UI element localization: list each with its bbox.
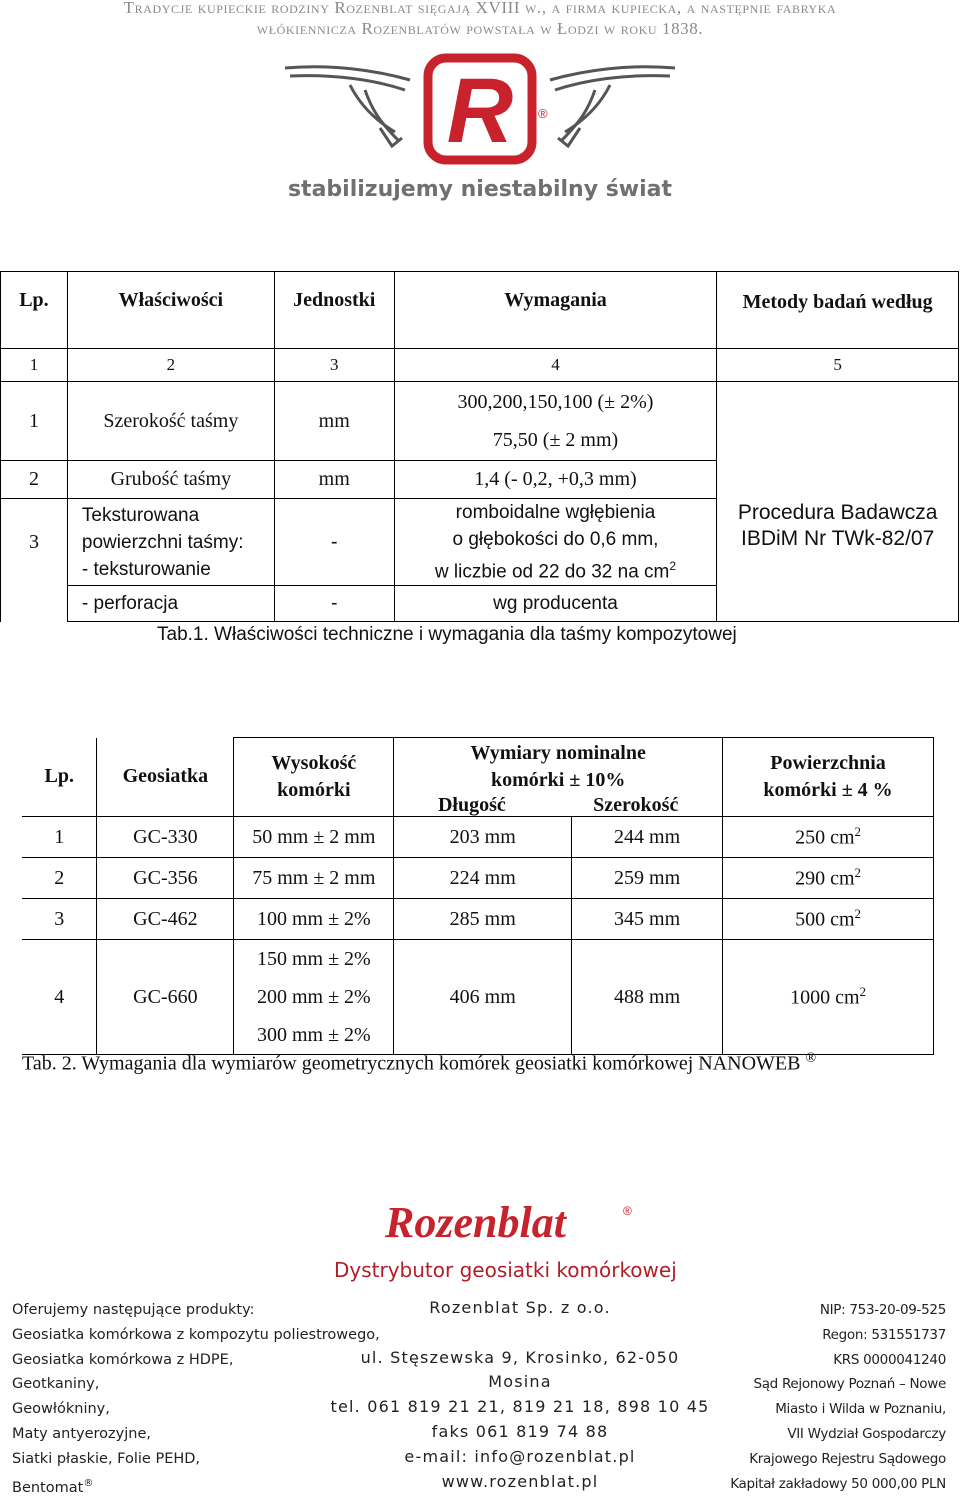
footer-fax: faks 061 819 74 88 [431, 1421, 609, 1441]
row-length: 285 mm [394, 899, 572, 940]
table-row [22, 940, 934, 1055]
row-property: Grubość taśmy [67, 461, 274, 499]
header-line: komórki ± 10% [491, 769, 626, 791]
footer-line: Sąd Rejonowy Poznań – Nowe [753, 1376, 946, 1393]
row-property: - perforacja [67, 586, 274, 622]
row-lp: 1 [22, 817, 97, 858]
col-number: 5 [717, 349, 959, 382]
height-line: 300 mm ± 2% [256, 1024, 371, 1046]
company-logo [280, 50, 680, 170]
footer-line: Geosiatka komórkowa z HDPE, [12, 1351, 234, 1368]
footer-address: ul. Stęszewska 9, Krosinko, 62-050 Mosina [360, 1347, 680, 1392]
table1-caption: Tab.1. Właściwości techniczne i wymagania dla taśmy kompozytowej [157, 624, 737, 645]
footer-line: Geotkaniny, [12, 1376, 100, 1393]
footer-line: VII Wydział Gospodarczy [787, 1425, 946, 1442]
superscript: 2 [854, 824, 861, 840]
requirement-line: romboidalne wgłębienia [455, 502, 656, 523]
superscript: 2 [859, 984, 866, 1000]
footer-line: Miasto i Wilda w Poznaniu, [775, 1401, 946, 1418]
footer-line: Oferujemy następujące produkty: [12, 1302, 255, 1318]
row-height: 75 mm ± 2 mm [234, 858, 394, 899]
header-width: Szerokość [593, 794, 679, 816]
requirement-line: o głębokości do 0,6 mm, [452, 529, 659, 550]
superscript: 2 [854, 906, 861, 922]
footer-website: www.rozenblat.pl [441, 1471, 599, 1491]
logo-letter: R [446, 60, 514, 162]
row-geogrid: GC-356 [97, 858, 234, 899]
footer-products [12, 1298, 380, 1500]
right-ornament-icon [550, 67, 675, 146]
row-width: 244 mm [572, 817, 723, 858]
requirement-text: w liczbie od 22 do 32 na cm [434, 561, 670, 583]
header-line: Wysokość [271, 752, 357, 774]
footer-brand-logo [385, 1197, 645, 1245]
footer-line: NIP: 753-20-09-525 [819, 1302, 946, 1318]
table2-caption [22, 1051, 816, 1076]
col-number: 1 [1, 349, 68, 382]
area-value: 290 cm [795, 867, 855, 890]
area-value: 1000 cm [790, 986, 860, 1009]
requirement-line: 75,50 (± 2 mm) [492, 429, 619, 451]
table-row [22, 899, 934, 940]
row-length: 203 mm [394, 817, 572, 858]
area-value: 250 cm [795, 826, 855, 849]
row-lp [1, 499, 68, 622]
header-line: komórki ± 4 % [763, 779, 893, 801]
row-height: 50 mm ± 2 mm [234, 817, 394, 858]
row-geogrid: GC-660 [97, 940, 234, 1055]
row-length: 224 mm [394, 858, 572, 899]
footer-line: Regon: 531551737 [822, 1326, 946, 1343]
row-lp: 3 [22, 899, 97, 940]
height-line: 150 mm ± 2% [256, 948, 371, 970]
footer-line: Siatki płaskie, Folie PEHD, [12, 1450, 201, 1467]
footer-phone: tel. 061 819 21 21, 819 21 18, 898 10 45 [330, 1397, 710, 1417]
footer-subtitle: Dystrybutor geosiatki komórkowej [334, 1258, 677, 1282]
footer-line: KRS 0000041240 [833, 1351, 946, 1368]
row-height: 100 mm ± 2% [234, 899, 394, 940]
row-requirement: wg producenta [394, 586, 717, 622]
superscript: 2 [854, 865, 861, 881]
footer-contact [330, 1296, 710, 1494]
left-ornament-icon [285, 67, 410, 146]
row-lp: 2 [1, 461, 68, 499]
table-header-row [22, 738, 934, 817]
footer-line: Maty antyerozyjne, [12, 1425, 151, 1442]
row-width: 345 mm [572, 899, 723, 940]
row-area [723, 940, 934, 1055]
row-geogrid: GC-462 [97, 899, 234, 940]
row-requirement: 1,4 (- 0,2, +0,3 mm) [394, 461, 717, 499]
row-length: 406 mm [394, 940, 572, 1055]
header-line: komórki [277, 779, 351, 801]
tagline: stabilizujemy niestabilny świat [287, 177, 673, 202]
test-method [717, 382, 959, 622]
height-line: 200 mm ± 2% [256, 986, 371, 1008]
row-requirement [394, 499, 717, 586]
row-lp: 4 [22, 940, 97, 1055]
header-cell-height [234, 738, 394, 817]
row-property [67, 499, 274, 586]
row-width: 488 mm [572, 940, 723, 1055]
geocell-dimensions-table [22, 737, 934, 1055]
header-properties: Właściwości [67, 272, 274, 349]
header-heritage-line-1: Tradycje kupieckie rodziny Rozenblat sięgają XVIII w., a firma kupiecka, a następnie fabryka [123, 0, 837, 17]
header-lp: Lp. [44, 765, 74, 788]
property-line: - teksturowanie [81, 558, 211, 580]
header-geogrid: Geosiatka [97, 738, 234, 817]
footer-spacer [330, 1321, 710, 1346]
row-area [723, 899, 934, 940]
area-value: 500 cm [795, 908, 855, 931]
row-lp: 1 [1, 382, 68, 461]
row-unit: - [274, 586, 394, 622]
row-height [234, 940, 394, 1055]
header-heritage-line-2: włókiennicza Rozenblatów powstała w Łodzi w roku 1838. [256, 19, 704, 38]
col-number: 4 [394, 349, 717, 382]
footer-text: Bentomat [12, 1479, 84, 1496]
header-nominal-dims [394, 738, 723, 817]
row-area [723, 817, 934, 858]
row-lp-value: 3 [28, 530, 39, 553]
row-requirement [394, 382, 717, 461]
header-line: Powierzchnia [770, 752, 886, 774]
row-width: 259 mm [572, 858, 723, 899]
method-line: Procedura Badawcza [737, 501, 938, 524]
caption-text: Tab. 2. Wymagania dla wymiarów geometrycznych komórek geosiatki komórkowej NANOWEB [22, 1052, 801, 1075]
brand-wordmark: Rozenblat [385, 1198, 566, 1245]
row-unit: mm [274, 382, 394, 461]
col-number: 3 [274, 349, 394, 382]
registered-mark: ® [83, 1477, 94, 1489]
superscript: 2 [669, 559, 677, 573]
row-unit: mm [274, 461, 394, 499]
method-line: IBDiM Nr TWk-82/07 [740, 527, 935, 550]
footer-line: Geowłókniny, [12, 1401, 110, 1418]
table-row [22, 858, 934, 899]
table-row [22, 817, 934, 858]
brand-registered-mark: ® [623, 1204, 632, 1218]
footer-legal [730, 1298, 946, 1496]
row-area [723, 858, 934, 899]
column-number-row [1, 349, 959, 382]
footer-line: Geosiatka komórkowa z kompozytu poliestrowego, [12, 1326, 380, 1343]
header-length: Długość [437, 794, 506, 816]
header-methods: Metody badań według [717, 272, 959, 349]
header-line: Wymiary nominalne [470, 742, 646, 764]
row-lp: 2 [22, 858, 97, 899]
col-number: 2 [67, 349, 274, 382]
row-property: Szerokość taśmy [67, 382, 274, 461]
footer-email: e-mail: info@rozenblat.pl [404, 1446, 636, 1466]
registered-mark: ® [805, 1051, 817, 1066]
header-cell-area [723, 738, 934, 817]
property-line: Teksturowana [81, 504, 200, 526]
row-geogrid: GC-330 [97, 817, 234, 858]
table-header-row [1, 272, 959, 349]
footer-line: Kapitał zakładowy 50 000,00 PLN [730, 1475, 946, 1492]
footer-line: Krajowego Rejestru Sądowego [749, 1450, 946, 1467]
header-units: Jednostki [274, 272, 394, 349]
header-lp: Lp. [1, 272, 68, 349]
footer-company-name: Rozenblat Sp. z o.o. [429, 1298, 611, 1317]
header-subcols [394, 794, 722, 816]
properties-table [0, 271, 959, 622]
row-unit: - [274, 499, 394, 586]
property-line: powierzchni taśmy: [81, 531, 244, 553]
logo-registered-mark: ® [538, 106, 548, 121]
table-row [1, 382, 959, 461]
requirement-line [395, 553, 717, 585]
header-requirements: Wymagania [394, 272, 717, 349]
requirement-line: 300,200,150,100 (± 2%) [457, 391, 654, 413]
